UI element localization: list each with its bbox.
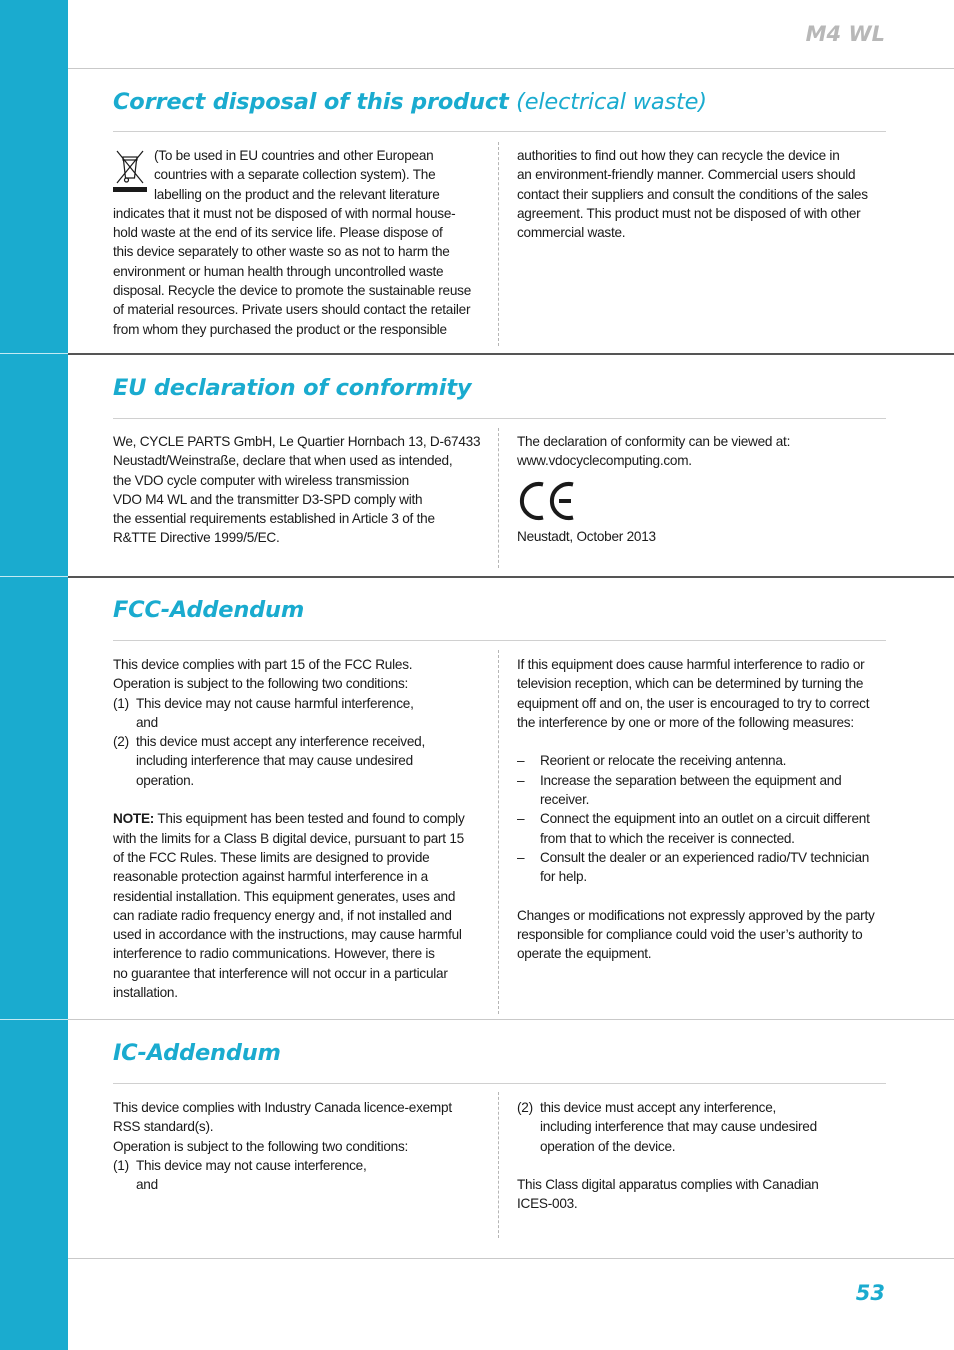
text-line: The declaration of conformity can be viewed at: [517,434,791,449]
text-line: This Class digital apparatus complies with Canadian [517,1177,819,1193]
list-item [113,1156,485,1195]
list-marker: (1) [113,1157,129,1173]
text-line: from whom they purchased the product or the responsible [113,321,447,337]
header-model-title: M4 WL [805,22,885,46]
section-rule [68,353,954,355]
text-line: including interference that may cause undesired [540,1119,817,1135]
list-text [136,732,485,790]
text-line: RSS standard(s). [113,1119,214,1135]
ic-right-column [517,1098,887,1214]
disposal-left-column [113,146,485,339]
section-title-disposal [113,89,707,115]
text-line: responsible for compliance could void the user’s authority to [517,927,863,943]
text-line: and [136,714,158,730]
text-line: including interference that may cause undesired [136,753,413,769]
text-line: contact their suppliers and consult the conditions of the sales [517,186,868,202]
text-line: reasonable protection against harmful interference in a [113,869,428,885]
text-line: We, CYCLE PARTS GmbH, Le Quartier Hornbach 13, D-67433 [113,434,481,449]
text-line: countries with a separate collection system). The [154,167,436,183]
text-line: residential installation. This equipment generates, uses and [113,888,456,904]
list-text: Reorient or relocate the receiving antenna. [540,753,787,769]
text-line: this device must accept any interference received, [136,734,425,750]
text-line: Operation is subject to the following two conditions: [113,1138,409,1154]
text-line: This equipment has been tested and found to comply [154,811,465,827]
text-line: environment or human health through uncontrolled waste [113,263,444,279]
list-item [517,848,887,887]
text-line: no guarantee that interference will not occur in a particular [113,965,448,981]
section-title-disposal-light: (electrical waste) [516,89,707,115]
sidebar-divider [0,576,68,577]
page-number: 53 [855,1281,885,1305]
note-label: NOTE: [113,811,155,827]
section-title-disposal-bold: Correct disposal of this product [113,89,509,115]
text-line: disposal. Recycle the device to promote the sustainable reuse [113,283,472,299]
section-title-rule [113,1083,886,1084]
list-item [113,694,485,733]
text-line: authorities to find out how they can recycle the device in [517,148,840,163]
text-line: Consult the dealer or an experienced radio/TV technician [540,849,870,865]
text-line: Connect the equipment into an outlet on a circuit different [540,811,870,827]
list-text [540,809,887,848]
text-line: hold waste at the end of its service life. Please dispose of [113,225,443,241]
text-line: (To be used in EU countries and other European [154,148,434,163]
eu-left-column [113,432,485,548]
text-line: interference to radio communications. However, there is [113,946,435,962]
text-line: R&TTE Directive 1999/5/EC. [113,530,280,546]
text-line: operation. [136,772,194,788]
text-line: operation of the device. [540,1138,676,1154]
text-line: television reception, which can be determined by turning the [517,676,864,692]
column-divider [498,142,499,346]
text-line: commercial waste. [517,225,626,241]
place-date-text: Neustadt, October 2013 [517,528,656,544]
text-line: operate the equipment. [517,946,652,962]
column-divider [498,428,499,568]
section-title-rule [113,131,886,132]
text-line: Neustadt/Weinstraße, declare that when used as intended, [113,453,453,469]
list-item [517,1098,887,1156]
text-line: with the limits for a Class B digital device, pursuant to part 15 [113,830,464,846]
list-marker: – [517,849,525,865]
list-text [136,1156,485,1195]
note-line [113,809,485,828]
list-item [113,732,485,790]
sidebar-accent-bar [0,0,68,1350]
text-line: the interference by one or more of the following measures: [517,714,854,730]
list-text [540,1098,887,1156]
section-rule [68,1019,954,1020]
list-marker: (1) [113,695,129,711]
text-line: for help. [540,869,587,885]
text-line: indicates that it must not be disposed of with normal house- [113,205,456,221]
text-line: If this equipment does cause harmful interference to radio or [517,657,865,672]
disposal-right-column [517,146,887,242]
list-text [540,848,887,887]
footer-rule [68,1258,954,1259]
text-line: agreement. This product must not be disposed of with other [517,205,861,221]
header-rule [68,68,954,69]
list-item [517,771,887,810]
text-line: used in accordance with the instructions, may cause harmful [113,927,462,943]
sidebar-divider [0,353,68,354]
section-title-rule [113,640,886,641]
text-line: Increase the separation between the equipment and [540,772,842,788]
ic-left-column [113,1098,485,1194]
list-text [540,771,887,810]
list-item [517,809,887,848]
column-divider [498,650,499,1014]
text-line: this device separately to other waste so as not to harm the [113,244,450,260]
text-line: an environment-friendly manner. Commercial users should [517,167,856,183]
list-marker: – [517,753,525,769]
text-line: Changes or modifications not expressly approved by the party [517,907,875,923]
section-rule [68,576,954,578]
text-line: this device must accept any interference, [540,1100,777,1115]
text-line: of material resources. Private users should contact the retailer [113,302,471,318]
list-marker: (2) [113,734,129,750]
text-line: ICES-003. [517,1196,578,1212]
list-item [517,751,887,770]
fcc-left-column [113,655,485,1002]
list-marker: – [517,811,525,827]
text-line: This device complies with Industry Canada licence-exempt [113,1100,452,1115]
text-line: from that to which the receiver is connected. [540,830,795,846]
sidebar-divider [0,1019,68,1020]
eu-right-column [517,432,887,546]
text-line: equipment off and on, the user is encouraged to try to correct [517,695,870,711]
ce-mark-icon [517,479,577,523]
list-marker: (2) [517,1100,533,1115]
text-line: Operation is subject to the following two conditions: [113,676,409,692]
section-title-rule [113,418,886,419]
crossed-out-wheelie-bin-icon [113,148,147,192]
list-text [136,694,485,733]
text-line: the essential requirements established in Article 3 of the [113,511,435,527]
column-divider [498,1092,499,1238]
text-line: This device complies with part 15 of the FCC Rules. [113,657,413,672]
text-line: the VDO cycle computer with wireless transmission [113,472,409,488]
text-line: VDO M4 WL and the transmitter D3-SPD comply with [113,491,423,507]
section-title-eu: EU declaration of conformity [113,375,472,401]
text-line: This device may not cause harmful interference, [136,695,414,711]
website-text: www.vdocyclecomputing.com. [517,453,692,469]
text-line: can radiate radio frequency energy and, if not installed and [113,907,452,923]
text-line: installation. [113,985,178,1001]
fcc-right-column [517,655,887,964]
text-line: This device may not cause interference, [136,1157,367,1173]
text-line: of the FCC Rules. These limits are designed to provide [113,849,430,865]
section-title-ic: IC-Addendum [113,1040,281,1066]
text-line: receiver. [540,792,590,808]
text-line: and [136,1177,158,1193]
text-line: labelling on the product and the relevant literature [154,186,440,202]
section-title-fcc: FCC-Addendum [113,597,305,623]
list-marker: – [517,772,525,788]
